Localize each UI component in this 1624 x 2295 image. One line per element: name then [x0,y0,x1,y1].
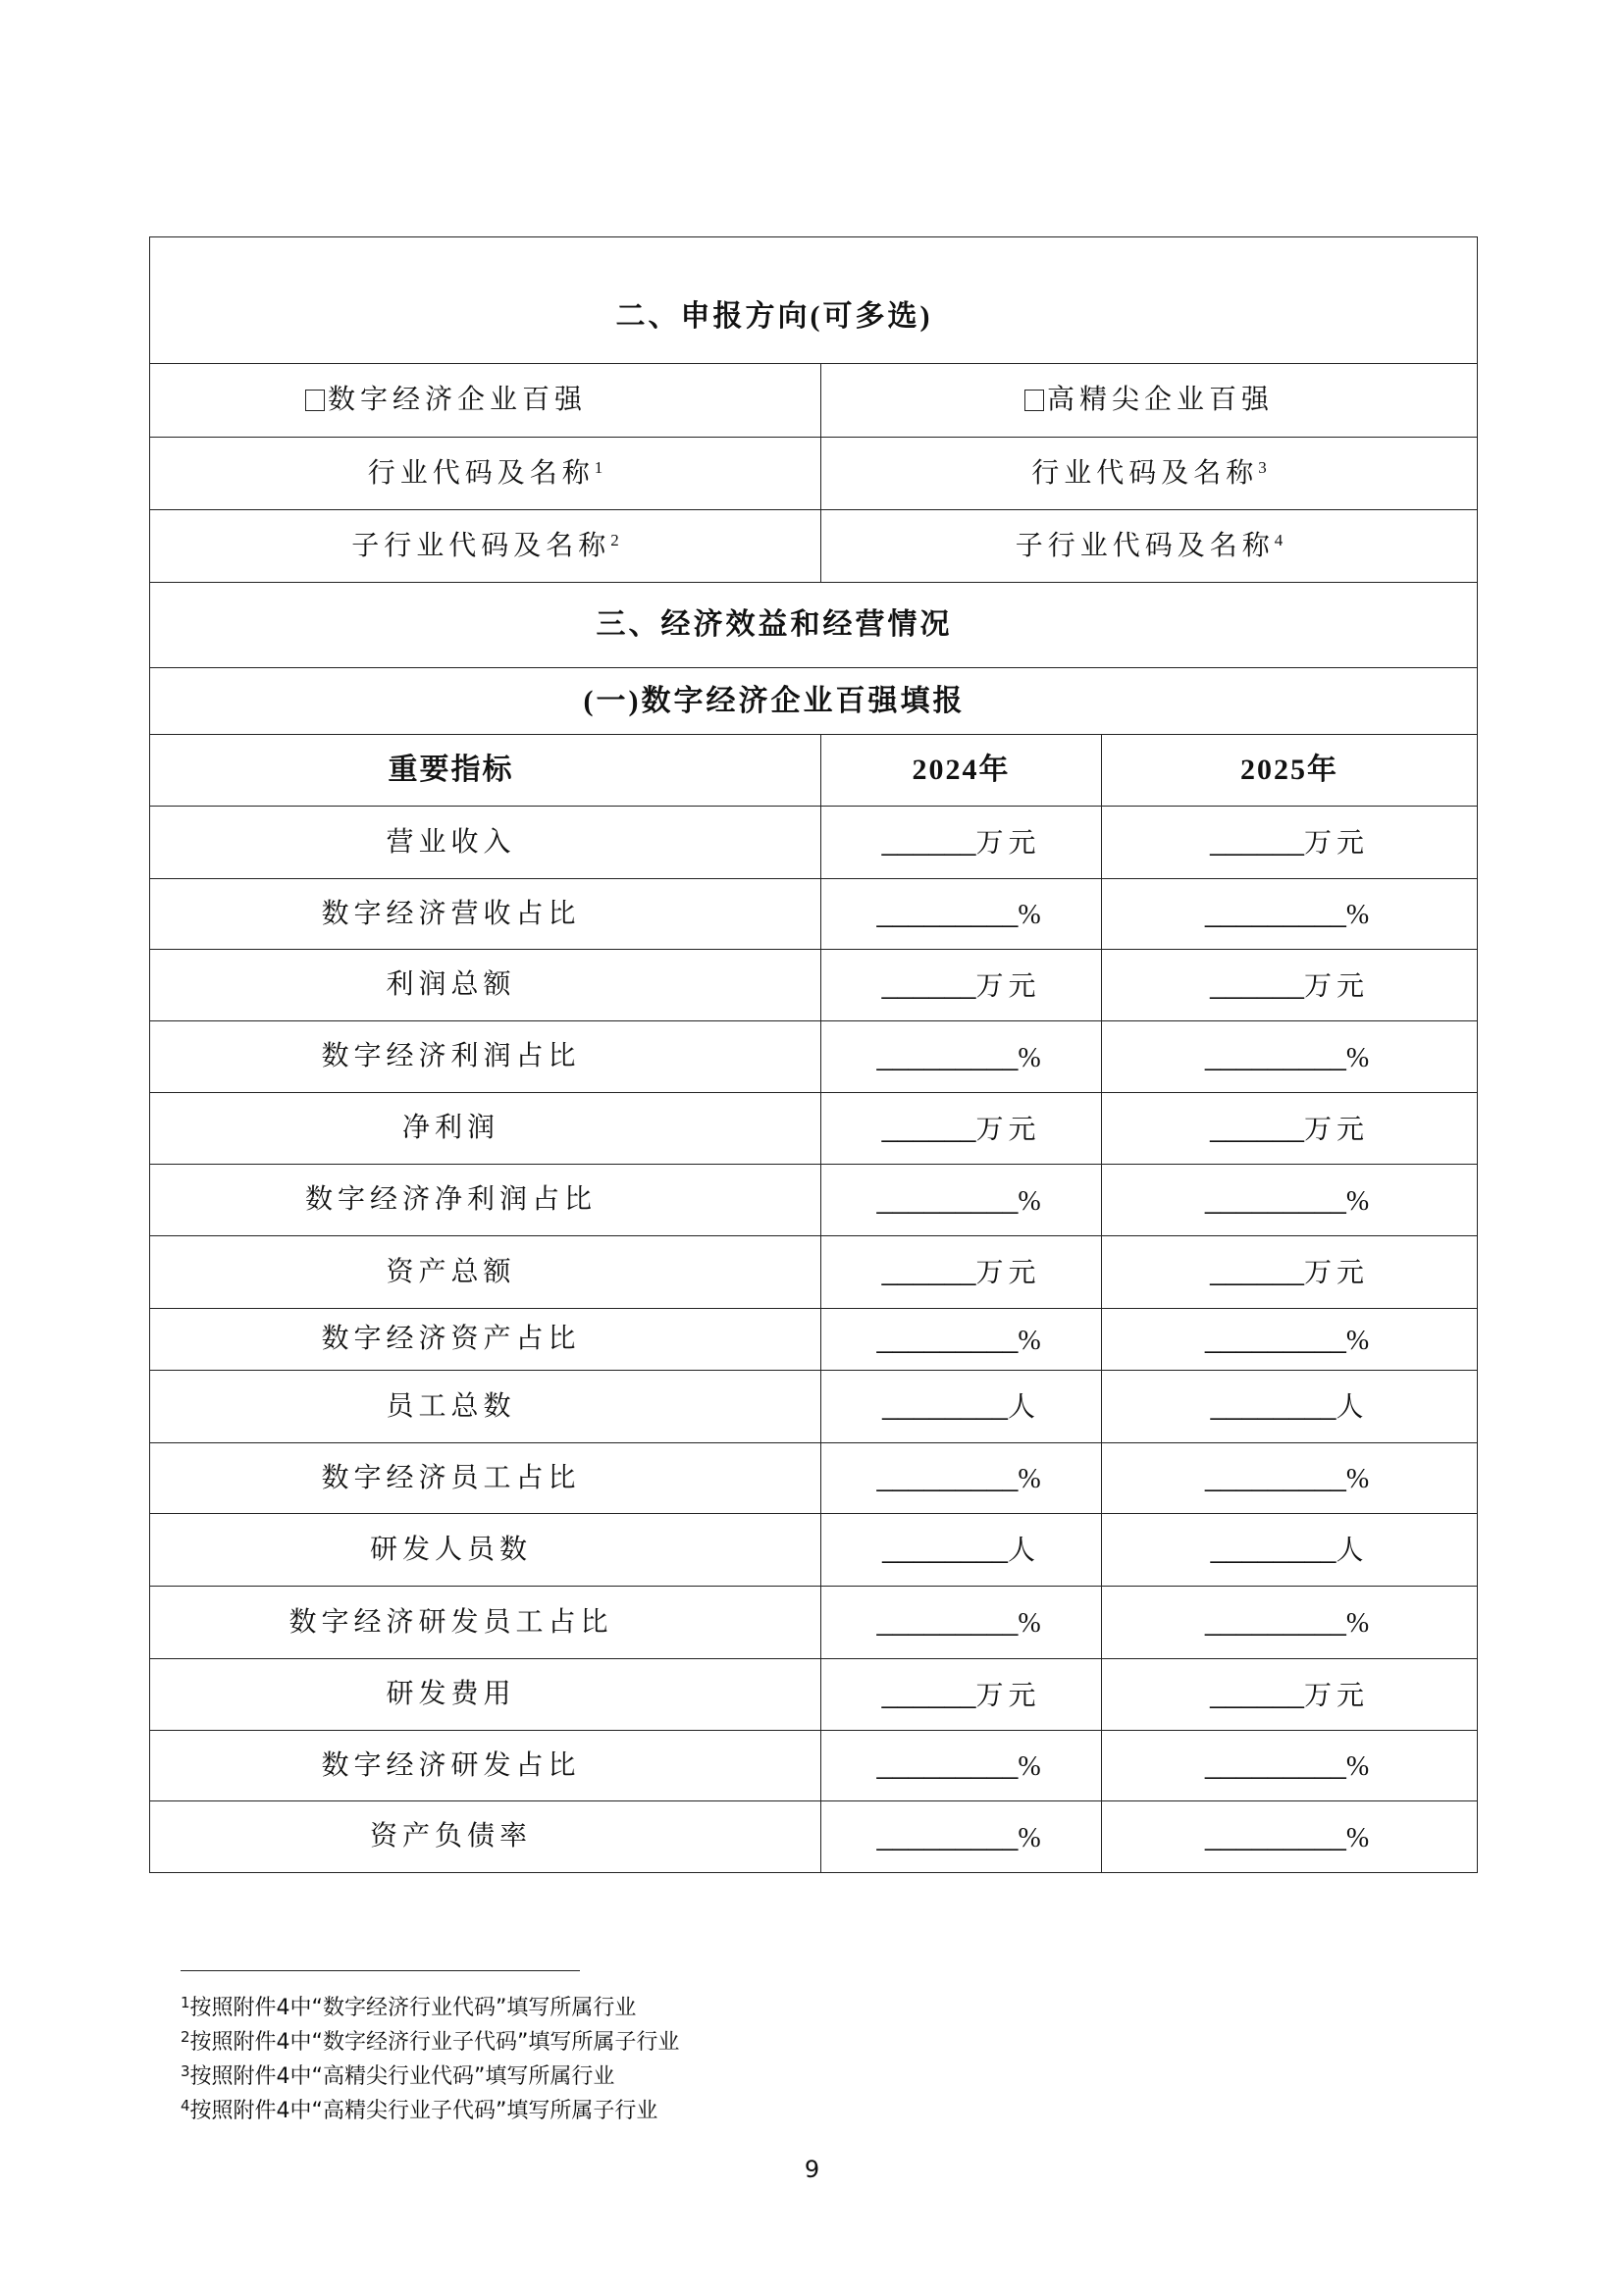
section3-title-row [150,583,1478,668]
fill-in-blank[interactable]: ______ [881,1675,976,1711]
value-cell-y2025 [1102,1514,1478,1587]
indicator-name: 数字经济资产占比 [150,1309,821,1371]
header-2024: 2024年 [821,735,1102,807]
indicator-name: 研发费用 [150,1659,821,1731]
indicator-name: 数字经济营收占比 [150,879,821,950]
value-cell-y2024 [821,1165,1102,1236]
indicator-row [150,1309,1478,1371]
indicator-name: 数字经济研发占比 [150,1731,821,1801]
value-cell-y2025 [1102,1093,1478,1165]
value-cell-y2025 [1102,879,1478,950]
unit-label: % [1345,1042,1375,1073]
fill-in-blank[interactable]: ______ [1210,1109,1304,1145]
application-form-table [149,236,1478,1873]
indicator-row [150,879,1478,950]
unit-label: 万元 [975,1114,1041,1145]
industry-code-cell-right [821,438,1478,510]
header-2025: 2025年 [1102,735,1478,807]
indicator-row [150,1371,1478,1443]
industry-code-cell-left [150,438,821,510]
footnote-text: 按照附件4中“数字经济行业子代码”填写所属子行业 [189,2030,680,2055]
fill-in-blank[interactable]: ________ [1210,1387,1336,1423]
value-cell-y2024 [821,1801,1102,1873]
fill-in-blank[interactable]: ______ [881,965,976,1002]
fill-in-blank[interactable]: ______ [881,1253,976,1288]
indicator-name: 数字经济净利润占比 [150,1165,821,1236]
fill-in-blank[interactable]: ______ [1210,823,1304,859]
footnote-line [181,2094,679,2128]
sub-industry-code-label: 子行业代码及名称 [351,530,611,561]
value-cell-y2024 [821,807,1102,879]
value-cell-y2024 [821,1371,1102,1443]
indicator-name: 营业收入 [150,807,821,879]
fill-in-blank[interactable]: _________ [1204,1459,1346,1494]
value-cell-y2024 [821,950,1102,1021]
fill-in-blank[interactable]: _________ [1204,1320,1346,1356]
value-cell-y2025 [1102,1165,1478,1236]
indicator-row [150,950,1478,1021]
option-digital-economy-top100[interactable] [150,364,821,438]
industry-code-label: 行业代码及名称 [1031,457,1259,489]
unit-label: 万元 [1304,1258,1370,1288]
footnote-ref: 1 [594,457,603,477]
fill-in-blank[interactable]: ________ [1210,1531,1336,1566]
header-indicator: 重要指标 [150,735,821,807]
value-cell-y2025 [1102,1587,1478,1659]
indicator-row [150,1021,1478,1093]
value-cell-y2025 [1102,1371,1478,1443]
section2-title: 二、申报方向(可多选) [150,237,1478,364]
fill-in-blank[interactable]: _________ [1204,1747,1346,1782]
fill-in-blank[interactable]: ________ [881,1531,1008,1566]
footnote-text: 按照附件4中“高精尖行业代码”填写所属行业 [189,2064,615,2089]
fill-in-blank[interactable]: _________ [876,1817,1019,1853]
form-table-body [150,237,1478,1873]
indicator-name: 利润总额 [150,950,821,1021]
unit-label: % [1345,1185,1375,1217]
unit-label: % [1018,1751,1046,1782]
value-cell-y2025 [1102,1309,1478,1371]
unit-label: % [1018,1185,1046,1217]
option-label: 数字经济企业百强 [327,385,587,415]
value-cell-y2025 [1102,1801,1478,1873]
indicator-row [150,1093,1478,1165]
fill-in-blank[interactable]: _________ [1204,895,1346,930]
unit-label: % [1018,1822,1046,1853]
section3-subtitle-row [150,668,1478,735]
indicator-name: 资产负债率 [150,1801,821,1873]
checkbox-high-precision-top100[interactable] [1024,390,1044,411]
footnote-ref: 2 [610,530,619,549]
unit-label: % [1345,1608,1375,1639]
option-label: 高精尖企业百强 [1047,385,1275,415]
fill-in-blank[interactable]: _________ [876,895,1019,930]
indicator-name: 净利润 [150,1093,821,1165]
value-cell-y2025 [1102,1659,1478,1731]
value-cell-y2024 [821,1093,1102,1165]
value-cell-y2025 [1102,1731,1478,1801]
value-cell-y2025 [1102,950,1478,1021]
indicator-row [150,1731,1478,1801]
unit-label: % [1345,1751,1375,1782]
fill-in-blank[interactable]: _________ [876,1037,1019,1073]
footnote-ref: 3 [1258,457,1267,477]
unit-label: % [1018,1325,1046,1356]
value-cell-y2024 [821,1731,1102,1801]
indicator-name: 数字经济研发员工占比 [150,1587,821,1659]
value-cell-y2024 [821,1659,1102,1731]
footnote-mark: 3 [181,2062,190,2080]
value-cell-y2024 [821,1236,1102,1309]
footnotes [181,1991,679,2128]
value-cell-y2024 [821,1587,1102,1659]
value-cell-y2024 [821,1021,1102,1093]
sub-industry-code-cell-right [821,510,1478,583]
section3-title: 三、经济效益和经营情况 [150,583,1478,668]
declaration-options-row [150,364,1478,438]
fill-in-blank[interactable]: _________ [876,1459,1019,1494]
indicator-row [150,1165,1478,1236]
fill-in-blank[interactable]: _________ [1204,1180,1346,1217]
indicator-row [150,1801,1478,1873]
indicator-row [150,1659,1478,1731]
option-high-precision-top100[interactable] [821,364,1478,438]
indicator-row [150,1443,1478,1514]
unit-label: 万元 [1304,970,1370,1002]
footnote-ref: 4 [1274,530,1283,549]
fill-in-blank[interactable]: _________ [1204,1603,1346,1639]
indicator-name: 资产总额 [150,1236,821,1309]
footnote-separator [181,1970,580,1971]
fill-in-blank[interactable]: _________ [876,1180,1019,1217]
indicator-row [150,1236,1478,1309]
fill-in-blank[interactable]: ______ [1210,1675,1304,1711]
fill-in-blank[interactable]: ______ [1210,965,1304,1002]
unit-label: % [1345,1822,1375,1853]
page-number: 9 [804,2156,820,2183]
fill-in-blank[interactable]: ______ [881,823,976,859]
footnote-line [181,1991,679,2025]
unit-label: 人 [1336,1392,1369,1423]
value-cell-y2024 [821,1514,1102,1587]
fill-in-blank[interactable]: _________ [876,1320,1019,1356]
unit-label: % [1345,1325,1375,1356]
section3-subtitle: (一)数字经济企业百强填报 [150,668,1478,735]
table-header-row [150,735,1478,807]
fill-in-blank[interactable]: _________ [1204,1817,1346,1853]
unit-label: 万元 [975,1680,1041,1711]
unit-label: % [1345,1464,1375,1494]
industry-code-row [150,438,1478,510]
unit-label: 万元 [975,828,1041,859]
indicator-row [150,1514,1478,1587]
unit-label: % [1018,1608,1046,1639]
unit-label: % [1018,1042,1046,1073]
unit-label: 人 [1007,1392,1040,1423]
sub-industry-code-row [150,510,1478,583]
value-cell-y2025 [1102,807,1478,879]
fill-in-blank[interactable]: _________ [876,1747,1019,1782]
value-cell-y2025 [1102,1443,1478,1514]
value-cell-y2025 [1102,1021,1478,1093]
industry-code-label: 行业代码及名称 [367,457,595,489]
unit-label: % [1345,900,1375,930]
fill-in-blank[interactable]: ______ [1210,1253,1304,1288]
value-cell-y2024 [821,879,1102,950]
unit-label: 万元 [1304,1114,1370,1145]
unit-label: 万元 [975,1258,1041,1288]
unit-label: 人 [1336,1536,1369,1566]
footnote-text: 按照附件4中“高精尖行业子代码”填写所属子行业 [189,2099,658,2123]
sub-industry-code-label: 子行业代码及名称 [1015,530,1275,561]
unit-label: % [1018,1464,1046,1494]
fill-in-blank[interactable]: _________ [1204,1037,1346,1073]
indicator-row [150,1587,1478,1659]
footnote-line [181,2060,679,2094]
footnote-mark: 4 [181,2097,190,2114]
footnote-line [181,2025,679,2060]
indicator-name: 数字经济员工占比 [150,1443,821,1514]
indicator-row [150,807,1478,879]
fill-in-blank[interactable]: ______ [881,1109,976,1145]
indicator-name: 员工总数 [150,1371,821,1443]
checkbox-digital-economy-top100[interactable] [305,390,325,411]
unit-label: 人 [1007,1536,1040,1566]
section2-title-row [150,237,1478,364]
unit-label: % [1018,900,1046,930]
value-cell-y2024 [821,1309,1102,1371]
footnote-mark: 1 [181,1994,190,2011]
fill-in-blank[interactable]: _________ [876,1603,1019,1639]
footnote-mark: 2 [181,2028,190,2046]
unit-label: 万元 [975,970,1041,1002]
unit-label: 万元 [1304,1680,1370,1711]
fill-in-blank[interactable]: ________ [881,1387,1008,1423]
value-cell-y2024 [821,1443,1102,1514]
unit-label: 万元 [1304,828,1370,859]
indicator-name: 数字经济利润占比 [150,1021,821,1093]
footnote-text: 按照附件4中“数字经济行业代码”填写所属行业 [189,1996,637,2020]
value-cell-y2025 [1102,1236,1478,1309]
indicator-name: 研发人员数 [150,1514,821,1587]
sub-industry-code-cell-left [150,510,821,583]
